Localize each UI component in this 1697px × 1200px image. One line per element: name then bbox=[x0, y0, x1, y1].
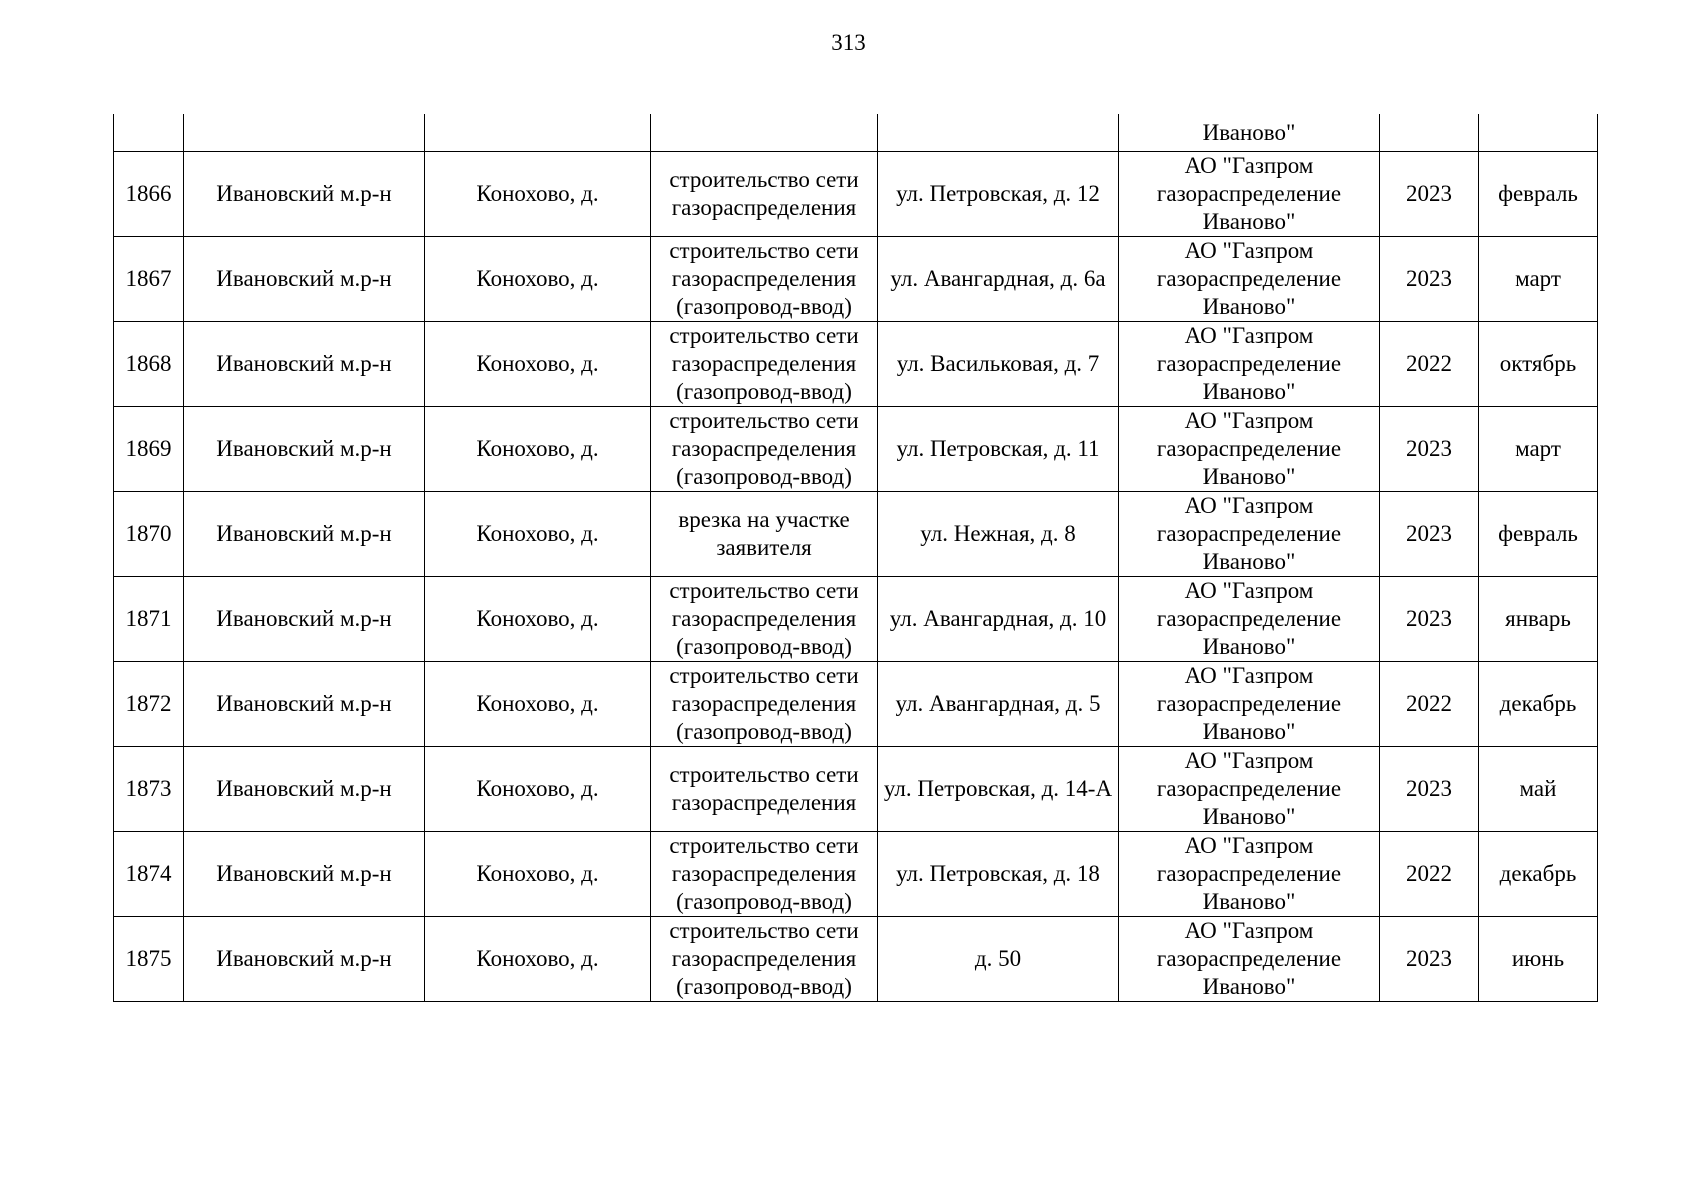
cell-org: АО "Газпром газораспределение Иваново" bbox=[1119, 832, 1380, 917]
cell-address: д. 50 bbox=[878, 917, 1119, 1002]
cell-year: 2023 bbox=[1380, 152, 1479, 237]
table-row bbox=[114, 917, 1598, 1002]
cell-month: июнь bbox=[1479, 917, 1598, 1002]
cell-locality: Конохово, д. bbox=[425, 407, 651, 492]
cell-year: 2023 bbox=[1380, 917, 1479, 1002]
cell-work: врезка на участке заявителя bbox=[651, 492, 878, 577]
cell-address: ул. Авангардная, д. 6а bbox=[878, 237, 1119, 322]
cell-org: Иваново" bbox=[1119, 114, 1380, 152]
cell-org: АО "Газпром газораспределение Иваново" bbox=[1119, 237, 1380, 322]
cell-year bbox=[1380, 114, 1479, 152]
cell-locality: Конохово, д. bbox=[425, 747, 651, 832]
table-row bbox=[114, 322, 1598, 407]
table-row bbox=[114, 662, 1598, 747]
cell-year: 2023 bbox=[1380, 237, 1479, 322]
cell-work bbox=[651, 114, 878, 152]
cell-work: строительство сети газораспределения (газопровод-ввод) bbox=[651, 237, 878, 322]
cell-num: 1871 bbox=[114, 577, 184, 662]
cell-district: Ивановский м.р-н bbox=[184, 152, 425, 237]
cell-district: Ивановский м.р-н bbox=[184, 492, 425, 577]
cell-num: 1869 bbox=[114, 407, 184, 492]
cell-address: ул. Авангардная, д. 5 bbox=[878, 662, 1119, 747]
cell-num bbox=[114, 114, 184, 152]
cell-district: Ивановский м.р-н bbox=[184, 237, 425, 322]
cell-org: АО "Газпром газораспределение Иваново" bbox=[1119, 747, 1380, 832]
cell-num: 1868 bbox=[114, 322, 184, 407]
cell-year: 2023 bbox=[1380, 407, 1479, 492]
cell-month: май bbox=[1479, 747, 1598, 832]
cell-locality: Конохово, д. bbox=[425, 152, 651, 237]
cell-year: 2023 bbox=[1380, 577, 1479, 662]
cell-month: январь bbox=[1479, 577, 1598, 662]
cell-district: Ивановский м.р-н bbox=[184, 577, 425, 662]
cell-address: ул. Петровская, д. 18 bbox=[878, 832, 1119, 917]
cell-month: октябрь bbox=[1479, 322, 1598, 407]
table-row bbox=[114, 577, 1598, 662]
table-row bbox=[114, 747, 1598, 832]
cell-month: март bbox=[1479, 237, 1598, 322]
cell-num: 1873 bbox=[114, 747, 184, 832]
cell-locality: Конохово, д. bbox=[425, 237, 651, 322]
cell-work: строительство сети газораспределения (газопровод-ввод) bbox=[651, 662, 878, 747]
cell-work: строительство сети газораспределения bbox=[651, 152, 878, 237]
cell-org: АО "Газпром газораспределение Иваново" bbox=[1119, 577, 1380, 662]
cell-locality: Конохово, д. bbox=[425, 662, 651, 747]
table-row bbox=[114, 407, 1598, 492]
cell-year: 2023 bbox=[1380, 747, 1479, 832]
cell-org: АО "Газпром газораспределение Иваново" bbox=[1119, 662, 1380, 747]
cell-district: Ивановский м.р-н bbox=[184, 917, 425, 1002]
cell-work: строительство сети газораспределения (газопровод-ввод) bbox=[651, 322, 878, 407]
table-row bbox=[114, 152, 1598, 237]
gas-connection-table bbox=[113, 114, 1598, 1002]
cell-work: строительство сети газораспределения (газопровод-ввод) bbox=[651, 832, 878, 917]
cell-org: АО "Газпром газораспределение Иваново" bbox=[1119, 917, 1380, 1002]
cell-address: ул. Петровская, д. 11 bbox=[878, 407, 1119, 492]
cell-month: март bbox=[1479, 407, 1598, 492]
cell-address: ул. Нежная, д. 8 bbox=[878, 492, 1119, 577]
table-row bbox=[114, 832, 1598, 917]
cell-district: Ивановский м.р-н bbox=[184, 662, 425, 747]
cell-year: 2022 bbox=[1380, 832, 1479, 917]
cell-work: строительство сети газораспределения (газопровод-ввод) bbox=[651, 407, 878, 492]
cell-org: АО "Газпром газораспределение Иваново" bbox=[1119, 322, 1380, 407]
cell-locality: Конохово, д. bbox=[425, 832, 651, 917]
table-row bbox=[114, 492, 1598, 577]
cell-org: АО "Газпром газораспределение Иваново" bbox=[1119, 152, 1380, 237]
cell-num: 1867 bbox=[114, 237, 184, 322]
table-row-continuation bbox=[114, 114, 1598, 152]
cell-district: Ивановский м.р-н bbox=[184, 747, 425, 832]
cell-num: 1870 bbox=[114, 492, 184, 577]
cell-org: АО "Газпром газораспределение Иваново" bbox=[1119, 492, 1380, 577]
cell-year: 2022 bbox=[1380, 322, 1479, 407]
cell-district: Ивановский м.р-н bbox=[184, 407, 425, 492]
cell-locality: Конохово, д. bbox=[425, 917, 651, 1002]
cell-num: 1874 bbox=[114, 832, 184, 917]
cell-address: ул. Васильковая, д. 7 bbox=[878, 322, 1119, 407]
cell-month bbox=[1479, 114, 1598, 152]
cell-address: ул. Петровская, д. 14-А bbox=[878, 747, 1119, 832]
cell-locality: Конохово, д. bbox=[425, 577, 651, 662]
cell-work: строительство сети газораспределения (газопровод-ввод) bbox=[651, 577, 878, 662]
cell-month: февраль bbox=[1479, 492, 1598, 577]
cell-district: Ивановский м.р-н bbox=[184, 322, 425, 407]
cell-work: строительство сети газораспределения (газопровод-ввод) bbox=[651, 917, 878, 1002]
cell-month: декабрь bbox=[1479, 662, 1598, 747]
cell-locality bbox=[425, 114, 651, 152]
cell-year: 2023 bbox=[1380, 492, 1479, 577]
cell-num: 1875 bbox=[114, 917, 184, 1002]
cell-num: 1872 bbox=[114, 662, 184, 747]
cell-locality: Конохово, д. bbox=[425, 492, 651, 577]
cell-year: 2022 bbox=[1380, 662, 1479, 747]
cell-month: декабрь bbox=[1479, 832, 1598, 917]
cell-district: Ивановский м.р-н bbox=[184, 832, 425, 917]
cell-address: ул. Авангардная, д. 10 bbox=[878, 577, 1119, 662]
page-number: 313 bbox=[831, 30, 866, 55]
cell-locality: Конохово, д. bbox=[425, 322, 651, 407]
table-row bbox=[114, 237, 1598, 322]
cell-district bbox=[184, 114, 425, 152]
cell-work: строительство сети газораспределения bbox=[651, 747, 878, 832]
cell-num: 1866 bbox=[114, 152, 184, 237]
cell-org: АО "Газпром газораспределение Иваново" bbox=[1119, 407, 1380, 492]
cell-address bbox=[878, 114, 1119, 152]
cell-address: ул. Петровская, д. 12 bbox=[878, 152, 1119, 237]
cell-month: февраль bbox=[1479, 152, 1598, 237]
